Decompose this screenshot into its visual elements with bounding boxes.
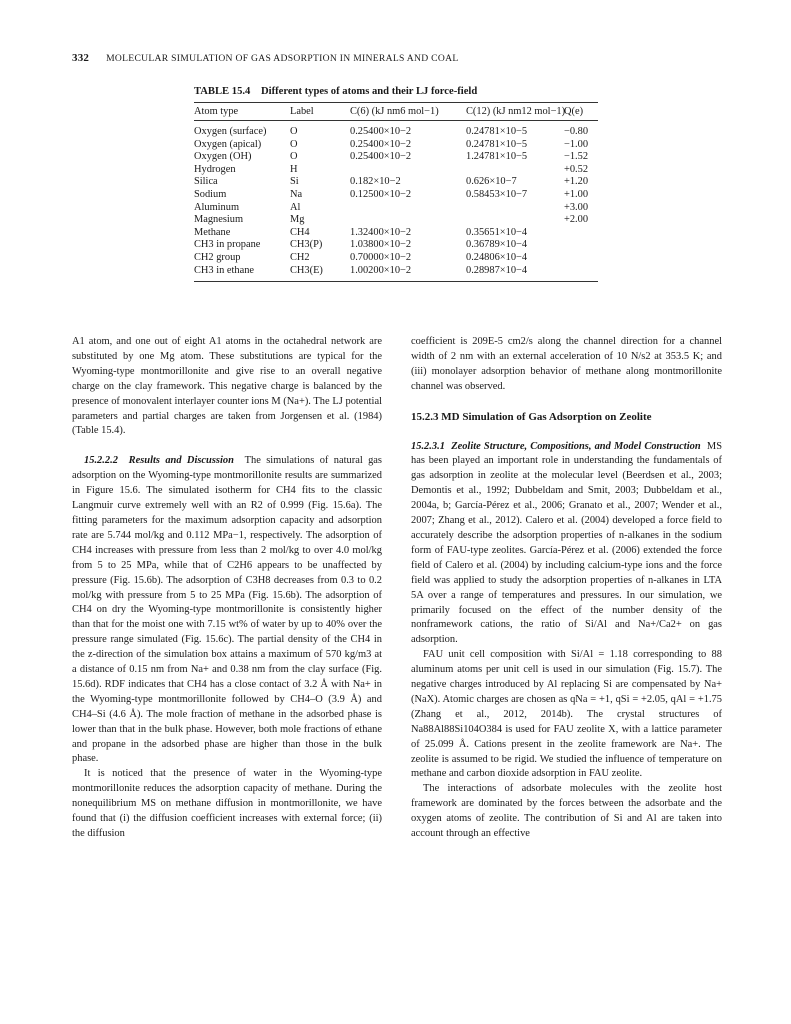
- table-cell: Si: [290, 176, 299, 188]
- paragraph-water-effect: It is noticed that the presence of water in the Wyoming-type montmorillonite reduces the adsorption capacity of methane. During the nonequilibrium MS on methane diffusion in montmorillonite, we have found that (i) the diffusion coefficient increases with external force; (ii) the diffusion: [72, 768, 382, 839]
- table-cell: 0.35651×10−4: [466, 226, 528, 238]
- table-cell: 0.12500×10−2: [350, 188, 412, 200]
- table-15-4: [194, 86, 598, 282]
- table-row: [194, 164, 598, 177]
- table-row: [194, 189, 598, 202]
- table-cell: −0.80: [564, 126, 589, 137]
- paragraph-zeolite-structure: [411, 440, 722, 649]
- table-cell: 0.25400×10−2: [350, 151, 412, 163]
- table-cell: 0.24806×10−4: [466, 251, 528, 263]
- section-heading-15-2-3: 15.2.3 MD Simulation of Gas Adsorption on Zeolite: [411, 410, 652, 423]
- column-header: C(6) (kJ nm6 mol−1): [350, 103, 466, 121]
- table-cell: +3.00: [564, 201, 589, 213]
- table-cell: 1.00200×10−2: [350, 264, 412, 276]
- table-cell: Oxygen (OH): [194, 151, 252, 163]
- table-cell: [564, 227, 598, 240]
- table-cell: CH2: [290, 251, 310, 263]
- table-cell: 0.182×10−2: [350, 176, 401, 188]
- table-cell: 0.58453×10−7: [466, 188, 528, 200]
- table-cell: CH3(E): [290, 264, 323, 276]
- table-row: [194, 265, 598, 282]
- table-header-row: [194, 103, 598, 121]
- zeolite-structure-text: MS has been played an important role in understanding the fundamentals of gas adsorption in zeolite at the molecular level (Beerdsen et al., 2003; Demontis et al., 1992; Dubbeldam and Smit, 2003; Dubbeldam et al., 2004a, b; García-Pérez et al., 2006; Granato et al., 2007; Wender et al., 2007; Zhang et al., 2012). Calero et al. (2004) developed a force field to accurately describe the adsorption properties of n-alkanes in the sodium form of FAU-type zeolites. García-Pérez et al. (2006) extended the force field of Calero et al. (2004) by including calcium-type ions and the force field was applied to study the adsorption properties of n-alkanes in LTA 5A over a range of temperatures and pressures. In our simulation, we primarily focused on the effect of the number density of the nonframework cations, the ratio of Si/Al and Na+/Ca2+ on gas adsorption.: [411, 440, 723, 646]
- paragraph-interactions: The interactions of adsorbate molecules with the zeolite host framework are dominated by the forces between the adsorbate and the oxygen atoms of zeolite. The contribution of Si and Al are taken into account through an effective: [411, 783, 722, 840]
- table-cell: 0.25400×10−2: [350, 138, 412, 150]
- column-header: Label: [290, 103, 350, 121]
- table-cell: −1.52: [564, 151, 589, 163]
- table-cell: 0.70000×10−2: [350, 251, 412, 263]
- table-cell: CH2 group: [194, 251, 241, 263]
- subsection-title: Zeolite Structure, Compositions, and Model Construction: [451, 440, 701, 452]
- lj-force-field-table: [194, 102, 598, 282]
- table-cell: [350, 164, 466, 177]
- table-cell: 0.24781×10−5: [466, 126, 528, 137]
- table-cell: Magnesium: [194, 214, 244, 226]
- table-caption: [194, 86, 598, 97]
- column-header: Atom type: [194, 103, 290, 121]
- table-cell: Mg: [290, 214, 305, 226]
- table-body: [194, 121, 598, 282]
- table-cell: [350, 202, 466, 215]
- table-row: [194, 151, 598, 164]
- table-cell: O: [290, 138, 298, 150]
- table-cell: 1.32400×10−2: [350, 226, 412, 238]
- table-cell: CH4: [290, 226, 310, 238]
- table-row: [194, 121, 598, 139]
- table-cell: [564, 252, 598, 265]
- table-cell: Al: [290, 201, 301, 213]
- subsection-heading-15-2-2-2: [84, 455, 234, 466]
- table-row: [194, 139, 598, 152]
- table-cell: Aluminum: [194, 201, 240, 213]
- table-cell: [350, 214, 466, 227]
- table-cell: 0.28987×10−4: [466, 264, 528, 276]
- table-cell: [466, 202, 564, 215]
- table-cell: 1.03800×10−2: [350, 239, 412, 251]
- table-cell: [466, 214, 564, 227]
- paragraph-diffusion-coefficient: coefficient is 209E-5 cm2/s along the channel direction for a channel width of 2 nm with an external acceleration of 10 N/s2 at 353.5 K; and (iii) monolayer adsorption behavior of methane along montmorillonite channel was observed.: [411, 336, 722, 392]
- table-cell: 0.626×10−7: [466, 176, 517, 188]
- running-title: MOLECULAR SIMULATION OF GAS ADSORPTION IN MINERALS AND COAL: [106, 53, 459, 64]
- paragraph-fau-unit-cell: FAU unit cell composition with Si/Al = 1.18 corresponding to 88 aluminum atoms per unit cell is used in our simulation (Fig. 15.7). The negative charges introduced by Al replacing Si are compensated by Na+ (NaX). Atomic charges are chosen as qNa = +1, qSi = +2.05, qAl = +1.75 (Zhang et al., 2012, 2014b). The crystal structures of Na88Al88Si104O384 is used for FAU zeolite X, with a lattice parameter of 25.099 Å. Cations present in the zeolite framework are Na+. The zeolite is assumed to be rigid. We studied the influence of temperature on methane and carbon dioxide adsorption in FAU zeolite.: [411, 649, 722, 780]
- table-cell: Sodium: [194, 188, 227, 200]
- table-row: [194, 252, 598, 265]
- column-header: C(12) (kJ nm12 mol−1): [466, 103, 564, 121]
- table-cell: +1.00: [564, 188, 589, 200]
- table-cell: O: [290, 126, 298, 137]
- table-cell: 0.36789×10−4: [466, 239, 528, 251]
- table-cell: Methane: [194, 226, 231, 238]
- table-row: [194, 214, 598, 227]
- table-cell: Oxygen (apical): [194, 138, 262, 150]
- table-cell: 1.24781×10−5: [466, 151, 528, 163]
- table-cell: Hydrogen: [194, 163, 236, 175]
- subsection-number: 15.2.3.1: [411, 440, 445, 452]
- table-cell: CH3(P): [290, 239, 323, 251]
- table-row: [194, 202, 598, 215]
- paragraph-results: [72, 454, 382, 767]
- paragraph-montmorillonite-model: A1 atom, and one out of eight A1 atoms in the octahedral network are substituted by one Mg atom. These substitutions are typical for the Wyoming-type montmorillonite and give rise to an overall negative charge on the clay framework. This negative charge is balanced by the presence of monovalent interlayer counter ions M (Na+). The LJ potential parameters and partial charges are taken from Jorgensen et al. (1984) (Table 15.4).: [72, 336, 382, 437]
- results-text: The simulations of natural gas adsorption on the Wyoming-type montmorillonite results are summarized in Figure 15.6. The simulated isotherm for CH4 fits to the classic Langmuir curve extremely well with an R2 of 0.999 (Fig. 15.6a). The fitting parameters for the maximum adsorption capacity and adsorption rate are 5.744 mol/kg and 0.112 MPa−1, respectively. The adsorption of CH4 increases with pressure from less than 2 mol/kg to over 4.0 mol/kg from 5 to 25 MPa, while that of C2H6 appears to be unaffected by pressure (Fig. 15.6b). The adsorption of C3H8 decreases from 0.3 to 0.2 mol/kg with pressure from 5 to 25 MPa (Fig. 15.6b). The adsorption of CH4 on dry the Wyoming-type montmorillonite is consistently higher than that for the moist one with 7.15 wt% of water by up to 40% over the pressure range simulated (Fig. 15.6c). The partial density of the CH4 in the z-direction of the simulation box attains a maximum of 570 kg/m3 at a distance of 0.15 nm from Na+ and 0.38 nm from the clay surface (Fig. 15.6d). RDF indicates that CH4 has a close contact of 3.2 Å with Na+ in the Wyoming-type montmorillonite followed by CH4–O (3.9 Å) and CH4–Si (4.6 Å). The mole fraction of methane in the adsorbed phase is lower than that in the bulk phase. However, both mole fractions of ethane and propane in the adsorbed phase are higher than those in the bulk phase.: [72, 455, 382, 765]
- subsection-title: Results and Discussion: [128, 455, 234, 467]
- table-cell: O: [290, 151, 298, 163]
- subsection-number: 15.2.2.2: [84, 455, 118, 467]
- table-row: [194, 227, 598, 240]
- running-header: [72, 52, 732, 64]
- table-cell: CH3 in ethane: [194, 264, 255, 276]
- page-number: 332: [72, 52, 90, 64]
- right-column: [411, 335, 722, 842]
- table-title: Different types of atoms and their LJ force-field: [260, 86, 478, 97]
- table-cell: −1.00: [564, 138, 589, 150]
- table-cell: +2.00: [564, 214, 589, 226]
- table-cell: 0.25400×10−2: [350, 126, 412, 137]
- table-cell: Oxygen (surface): [194, 126, 267, 137]
- table-cell: 0.24781×10−5: [466, 138, 528, 150]
- table-number: TABLE 15.4: [194, 86, 251, 97]
- table-cell: [564, 239, 598, 252]
- subsection-heading-15-2-3-1: [411, 441, 701, 452]
- table-row: [194, 239, 598, 252]
- table-row: [194, 176, 598, 189]
- table-cell: +1.20: [564, 176, 589, 188]
- column-header: Q(e): [564, 103, 598, 121]
- table-cell: Silica: [194, 176, 218, 188]
- table-cell: [564, 265, 598, 282]
- table-cell: [466, 164, 564, 177]
- table-cell: +0.52: [564, 163, 589, 175]
- table-cell: Na: [290, 188, 303, 200]
- table-cell: H: [290, 163, 298, 175]
- left-column: [72, 335, 382, 842]
- table-cell: CH3 in propane: [194, 239, 261, 251]
